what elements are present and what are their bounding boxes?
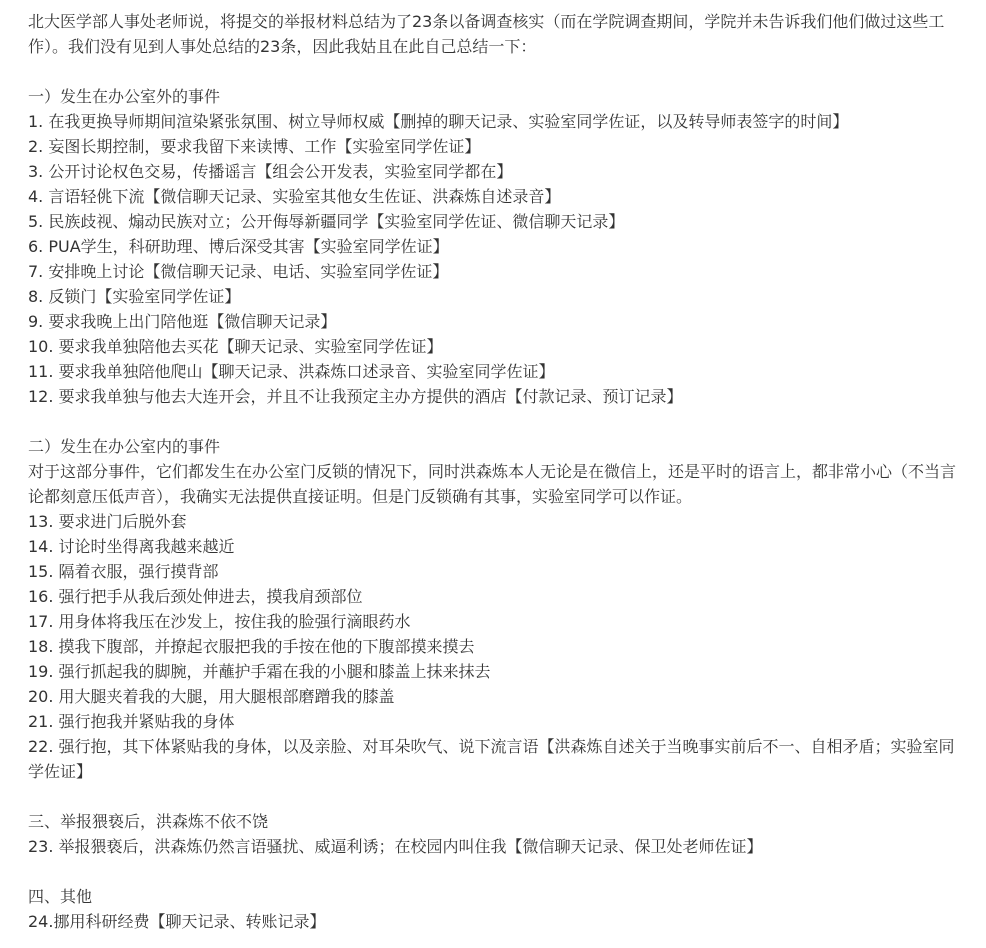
list-item: 21. 强行抱我并紧贴我的身体	[28, 712, 235, 731]
list-item: 19. 强行抓起我的脚腕，并蘸护手霜在我的小腿和膝盖上抹来抹去	[28, 662, 491, 681]
list-item: 18. 摸我下腹部，并撩起衣服把我的手按在他的下腹部摸来摸去	[28, 637, 475, 656]
list-item: 13. 要求进门后脱外套	[28, 512, 187, 531]
list-item: 1. 在我更换导师期间渲染紧张氛围、树立导师权威【删掉的聊天记录、实验室同学佐证，以及转导师表签字的时间】	[28, 112, 849, 131]
list-item: 2. 妄图长期控制，要求我留下来读博、工作【实验室同学佐证】	[28, 137, 481, 156]
list-item: 6. PUA学生，科研助理、博后深受其害【实验室同学佐证】	[28, 237, 449, 256]
list-item: 20. 用大腿夹着我的大腿，用大腿根部磨蹭我的膝盖	[28, 687, 395, 706]
blank-line	[28, 859, 968, 884]
blank-line	[28, 784, 968, 809]
list-item: 7. 安排晚上讨论【微信聊天记录、电话、实验室同学佐证】	[28, 262, 449, 281]
list-item: 14. 讨论时坐得离我越来越近	[28, 537, 235, 556]
section-title: 一）发生在办公室外的事件	[28, 87, 221, 106]
blank-line	[28, 409, 968, 434]
list-item: 4. 言语轻佻下流【微信聊天记录、实验室其他女生佐证、洪森炼自述录音】	[28, 187, 561, 206]
list-item: 15. 隔着衣服，强行摸背部	[28, 562, 219, 581]
section-title: 三、举报猥亵后，洪森炼不依不饶	[28, 812, 269, 831]
list-item: 22. 强行抱，其下体紧贴我的身体，以及亲脸、对耳朵吹气、说下流言语【洪森炼自述关于当晚事实前后不一、自相矛盾；实验室同学佐证】	[28, 737, 955, 781]
intro-paragraph: 北大医学部人事处老师说，将提交的举报材料总结为了23条以备调查核实（而在学院调查期间，学院并未告诉我们他们做过这些工作）。我们没有见到人事处总结的23条，因此我姑且在此自己总结一下：	[28, 12, 945, 56]
list-item: 17. 用身体将我压在沙发上，按住我的脸强行滴眼药水	[28, 612, 411, 631]
list-item: 8. 反锁门【实验室同学佐证】	[28, 287, 241, 306]
list-item: 23. 举报猥亵后，洪森炼仍然言语骚扰、威逼利诱；在校园内叫住我【微信聊天记录、保卫处老师佐证】	[28, 837, 763, 856]
blank-line	[28, 59, 968, 84]
list-item: 11. 要求我单独陪他爬山【聊天记录、洪森炼口述录音、实验室同学佐证】	[28, 362, 555, 381]
list-item: 9. 要求我晚上出门陪他逛【微信聊天记录】	[28, 312, 337, 331]
list-item: 10. 要求我单独陪他去买花【聊天记录、实验室同学佐证】	[28, 337, 443, 356]
list-item: 12. 要求我单独与他去大连开会，并且不让我预定主办方提供的酒店【付款记录、预订记录】	[28, 387, 683, 406]
list-item: 3. 公开讨论权色交易，传播谣言【组会公开发表，实验室同学都在】	[28, 162, 513, 181]
section-title: 二）发生在办公室内的事件	[28, 437, 221, 456]
list-item: 16. 强行把手从我后颈处伸进去，摸我肩颈部位	[28, 587, 363, 606]
document-body	[28, 9, 968, 934]
list-item: 24.挪用科研经费【聊天记录、转账记录】	[28, 912, 326, 931]
section-note: 对于这部分事件，它们都发生在办公室门反锁的情况下，同时洪森炼本人无论是在微信上，还是平时的语言上，都非常小心（不当言论都刻意压低声音），我确实无法提供直接证明。但是门反锁确有其事，实验室同学可以作证。	[28, 462, 957, 506]
section-title: 四、其他	[28, 887, 93, 906]
list-item: 5. 民族歧视、煽动民族对立；公开侮辱新疆同学【实验室同学佐证、微信聊天记录】	[28, 212, 625, 231]
